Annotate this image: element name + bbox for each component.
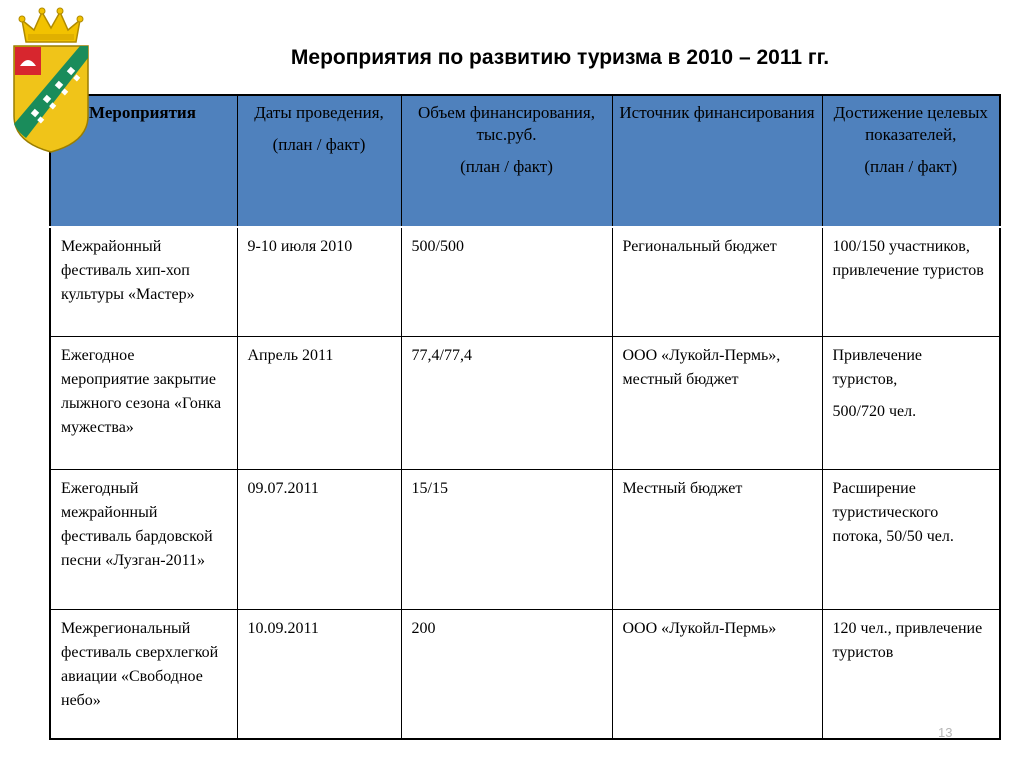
- cell-event: Ежегодный межрайонный фестиваль бардовской песни «Лузган-2011»: [50, 470, 237, 610]
- header-funding: [401, 95, 612, 227]
- coat-of-arms-emblem: [8, 6, 94, 154]
- header-results: [822, 95, 1000, 227]
- cell-source: Региональный бюджет: [612, 227, 822, 337]
- events-table: [49, 94, 1001, 740]
- cell-result: [822, 227, 1000, 337]
- table-row: [50, 227, 1000, 337]
- cell-result-extra: 500/720 чел.: [832, 403, 917, 420]
- table-row: [50, 470, 1000, 610]
- cell-funding: 77,4/77,4: [401, 337, 612, 470]
- cell-result-text: 120 чел., привлечение туристов: [832, 620, 983, 661]
- header-funding-label: Объем финансирования, тыс.руб.: [418, 103, 595, 144]
- slide-title: Мероприятия по развитию туризма в 2010 – 2011 гг.: [290, 46, 830, 69]
- header-dates: [237, 95, 401, 227]
- page-number: 13: [938, 725, 953, 740]
- header-results-sub: (план / факт): [864, 157, 958, 176]
- header-results-label: Достижение целевых показателей,: [833, 103, 988, 144]
- cell-source: Местный бюджет: [612, 470, 822, 610]
- cell-funding: 500/500: [401, 227, 612, 337]
- cell-dates: 9-10 июля 2010: [237, 227, 401, 337]
- header-events-label: Мероприятия: [89, 103, 196, 122]
- cell-result-text: Расширение туристического потока, 50/50 чел.: [832, 480, 954, 545]
- header-dates-sub: (план / факт): [272, 135, 366, 154]
- cell-source: ООО «Лукойл-Пермь», местный бюджет: [612, 337, 822, 470]
- cell-result-text: Привлечение туристов,: [832, 347, 923, 388]
- cell-result: [822, 470, 1000, 610]
- cell-event: Ежегодное мероприятие закрытие лыжного сезона «Гонка мужества»: [50, 337, 237, 470]
- table-row: [50, 337, 1000, 470]
- shield-icon: [14, 46, 88, 152]
- cell-source: ООО «Лукойл-Пермь»: [612, 610, 822, 740]
- cell-funding: 200: [401, 610, 612, 740]
- header-funding-sub: (план / факт): [460, 157, 553, 176]
- header-dates-label: Даты проведения,: [254, 103, 384, 122]
- cell-dates: 09.07.2011: [237, 470, 401, 610]
- cell-result: [822, 610, 1000, 740]
- header-source: [612, 95, 822, 227]
- table-row: [50, 610, 1000, 740]
- cell-result: [822, 337, 1000, 470]
- cell-result-text: 100/150 участников, привлечение туристов: [832, 238, 984, 279]
- cell-event: Межрайонный фестиваль хип-хоп культуры «Мастер»: [50, 227, 237, 337]
- cell-event: Межрегиональный фестиваль сверхлегкой авиации «Свободное небо»: [50, 610, 237, 740]
- cell-dates: Апрель 2011: [237, 337, 401, 470]
- table-header-row: [50, 95, 1000, 227]
- header-source-label: Источник финансирования: [619, 103, 815, 122]
- cell-dates: 10.09.2011: [237, 610, 401, 740]
- cell-funding: 15/15: [401, 470, 612, 610]
- crown-icon: [19, 8, 83, 42]
